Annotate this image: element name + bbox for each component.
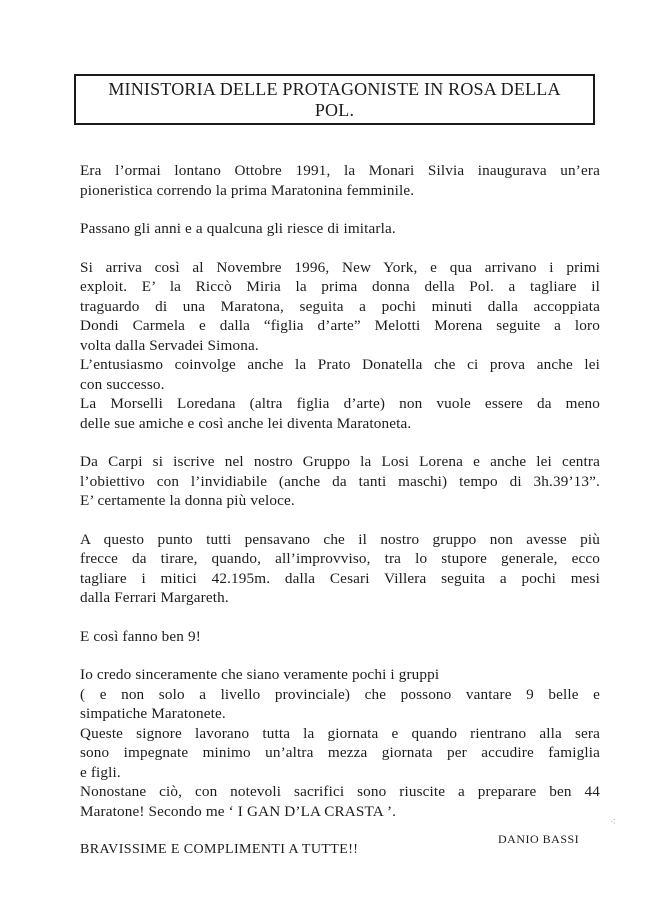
text-line: E’ certamente la donna più veloce. [80, 492, 295, 509]
paragraph-1 [80, 161, 600, 200]
paragraph-7 [80, 665, 600, 821]
text-line: pioneristica correndo la prima Maratonina femminile. [80, 181, 415, 199]
signature: DANIO BASSI [498, 832, 580, 846]
text-line: Era l’ormai lontano Ottobre 1991, la Monari Silvia inaugurava un’era [80, 162, 600, 179]
text-line: L’entusiasmo coinvolge anche la Prato Donatella che ci prova anche lei [80, 356, 600, 373]
title-line-2: POL. [314, 100, 355, 120]
paragraph-5 [80, 530, 600, 608]
title-line-1: MINISTORIA DELLE PROTAGONISTE IN ROSA DELLA [108, 79, 561, 99]
text-line: tagliare i mitici 42.195m. dalla Cesari Villera seguita a pochi mesi [80, 569, 600, 587]
text-line: e figli. [80, 763, 121, 781]
text-line: volta dalla Servadei Simona. [80, 336, 259, 354]
text-line: Si arriva così al Novembre 1996, New York, e qua arrivano i primi [80, 258, 600, 276]
text-line: simpatiche Maratonete. [80, 705, 226, 722]
paragraph-3 [80, 258, 600, 434]
text-line: Passano gli anni e a qualcuna gli riesce di imitarla. [80, 220, 396, 237]
text-line: traguardo di una Maratona, seguita a pochi minuti dalla accoppiata [80, 297, 600, 315]
text-line: A questo punto tutti pensavano che il nostro gruppo non avesse più [80, 530, 600, 548]
text-line: delle sue amiche e così anche lei diventa Maratoneta. [80, 414, 412, 432]
text-line: La Morselli Loredana (altra figlia d’arte) non vuole essere da meno [80, 395, 600, 412]
scan-speck-icon: ⁖ [610, 817, 616, 828]
text-line: ( e non solo a livello provinciale) che possono vantare 9 belle e [80, 685, 600, 703]
paragraph-6 [80, 627, 600, 647]
text-line: Nonostane ciò, con notevoli sacrifici sono riuscite a preparare ben 44 [80, 783, 600, 800]
text-line: con successo. [80, 375, 165, 393]
text-line: frecce da tirare, quando, all’improvviso, tra lo stupore generale, ecco [80, 550, 600, 567]
text-line: Maratone! Secondo me ‘ I GAN D’LA CRASTA ’. [80, 802, 397, 820]
text-line: E così fanno ben 9! [80, 627, 201, 645]
text-line: dalla Ferrari Margareth. [80, 589, 229, 606]
text-line: Da Carpi si iscrive nel nostro Gruppo la Losi Lorena e anche lei centra [80, 453, 600, 470]
title-box [74, 74, 595, 125]
text-line: Dondi Carmela e dalla “figlia d’arte” Melotti Morena seguite a loro [80, 317, 600, 334]
text-line: sono impegnate minimo un’altra mezza giornata per accudire famiglia [80, 744, 600, 761]
text-line: Io credo sinceramente che siano veramente pochi i gruppi [80, 666, 440, 683]
paragraph-4 [80, 452, 600, 511]
text-line: l’obiettivo con l’invidiabile (anche da tanti maschi) tempo di 3h.39’13”. [80, 472, 600, 490]
paragraph-2 [80, 219, 600, 239]
letter-body [80, 161, 600, 860]
text-line: Queste signore lavorano tutta la giornata e quando rientrano alla sera [80, 724, 600, 742]
text-line: BRAVISSIME E COMPLIMENTI A TUTTE!! [80, 842, 359, 857]
text-line: exploit. E’ la Riccò Miria la prima donna della Pol. a tagliare il [80, 278, 600, 295]
